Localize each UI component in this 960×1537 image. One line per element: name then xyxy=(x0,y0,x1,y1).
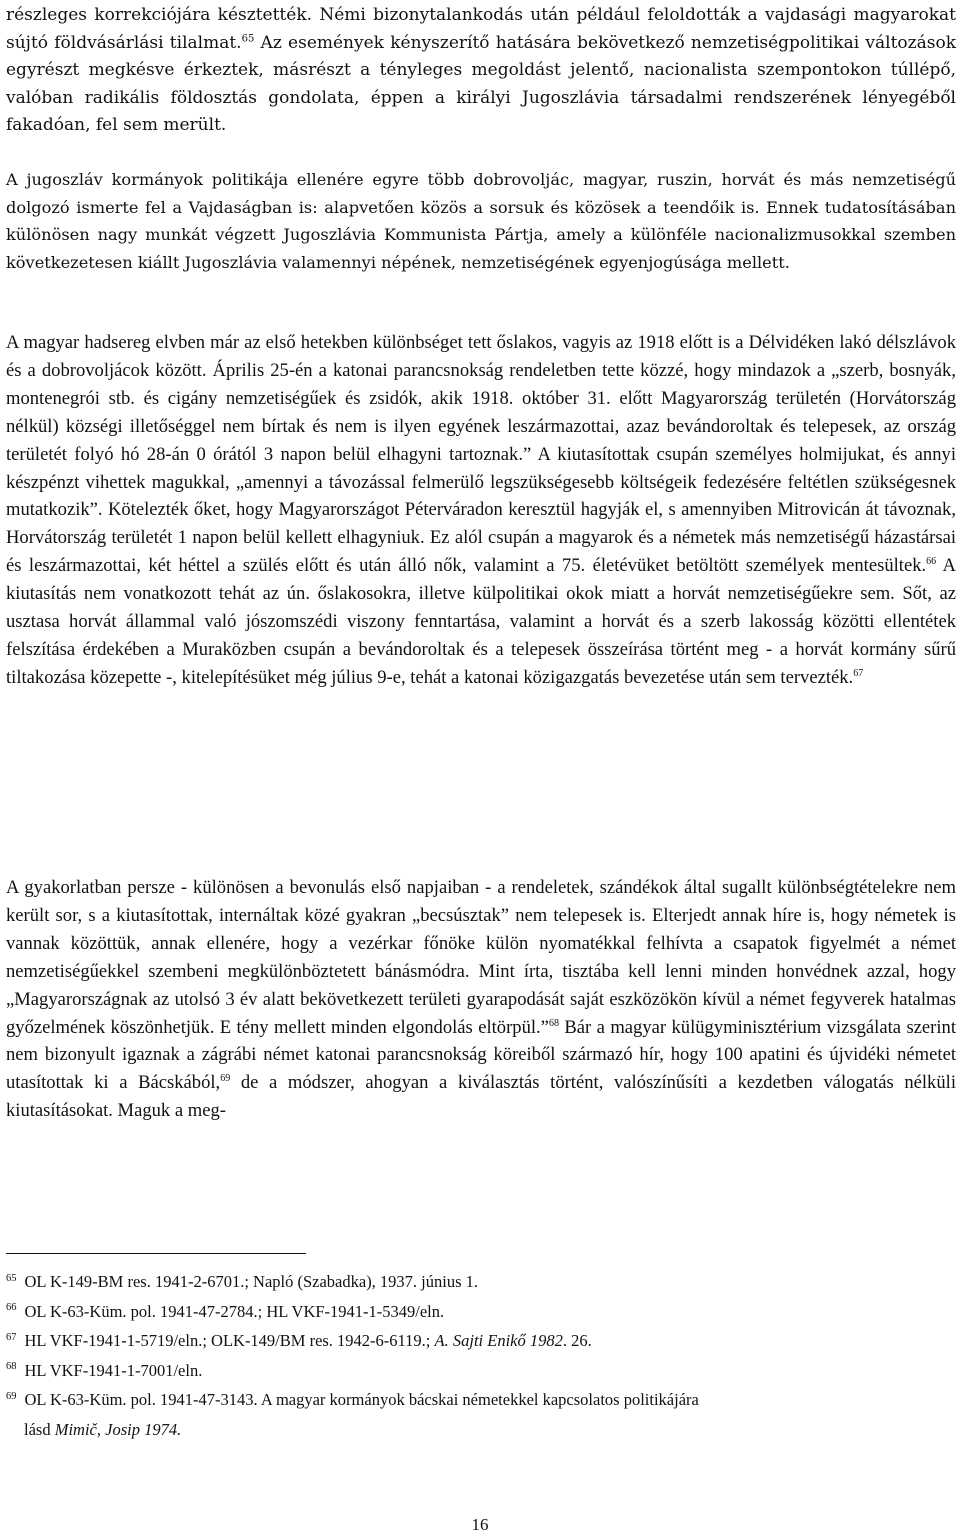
paragraph xyxy=(6,874,956,1125)
footnote-number: 65 xyxy=(6,1272,17,1284)
footnote xyxy=(6,1326,956,1356)
footnote-separator xyxy=(6,1253,306,1254)
footnote xyxy=(6,1385,956,1444)
body-text xyxy=(6,166,956,286)
footnote xyxy=(6,1356,956,1386)
footnote-text: OL K-63-Küm. pol. 1941-47-2784.; HL VKF-1941-1-5349/eln. xyxy=(24,1301,445,1321)
footnotes xyxy=(6,1267,956,1444)
footnote-number: 66 xyxy=(6,1302,17,1313)
footnote-text: lásd xyxy=(24,1419,55,1439)
footnote xyxy=(6,1267,956,1297)
footnote-reference: 65 xyxy=(241,32,255,44)
paragraph xyxy=(6,166,956,276)
footnote-reference: 66 xyxy=(926,556,937,568)
footnote-author: Mimič, Josip 1974. xyxy=(54,1419,182,1439)
paragraph-text: A gyakorlatban persze - különösen a bevonulás első napjaiban - a rendeletek, szándékok által sugallt különbségtételekre nem került sor, s a kiutasítottak, internáltak közé gyakran „becsúsztak” nem telepesek is. Elterjedt annak híre is, hogy németek is vannak közöttük, annak ellenére, hogy a vezérkar főnöke külön nyomatékkal felhívta a csapatok figyelmét a német nemzetiségűekkel szembeni megkülönböztetett bánásmódra. Mint írta, tisztába kell lenni minden honvédnek azzal, hogy „Magyarországnak az utolsó 3 év alatt bekövetkezett területi gyarapodását saját eszközökön kívül a német fegyverek hatalmas győzelmének köszönhetjük. E tény mellett minden elgondolás eltörpül.” xyxy=(6,877,956,1038)
paragraph-text: A jugoszláv kormányok politikája ellenére egyre több dobrovoljác, magyar, ruszin, horvát és más nemzetiségű dolgozó ismerte fel a Vajdaságban is: alapvetően közös a sorsuk és közösek a teendőik is. Ennek tudatosításában különösen nagy munkát végzett Jugoszlávia Kommunista Pártja, amely a különféle nacionalizmusokkal szemben következetesen kiállt Jugoszlávia valamennyi népének, nemzetiségének egyenjogúsága mellett. xyxy=(6,170,956,272)
footnote-number: 69 xyxy=(6,1390,17,1402)
footnote-reference: 69 xyxy=(220,1073,231,1085)
page-number: 16 xyxy=(471,1515,489,1534)
footnote-number: 68 xyxy=(6,1361,17,1372)
footnote xyxy=(6,1297,956,1327)
paragraph-text: A kiutasítás nem vonatkozott tehát az ún. őslakosokra, illetve külpolitikai okok miatt a horvát nemzetiségűekre sem. Sőt, az usztasa horvát állammal való jószomszédi viszony fenntartása, valamint a horvát és a szerb lakosság közötti ellentétek felszítása érdekében a Muraközben csupán a bevándoroltak és a telepesek összeírása történt meg - a horvát kormány sűrű tiltakozása közepette -, kitelepítésüket még július 9-e, tehát a katonai közigazgatás bevezetése után sem tervezték. xyxy=(6,555,956,688)
paragraph xyxy=(6,329,956,692)
body-text xyxy=(6,2,956,150)
footnote-number: 67 xyxy=(6,1331,17,1343)
body-text xyxy=(6,329,956,702)
paragraph-text: részleges korrekciójára késztették. Némi bizonytalankodás után például feloldották a vajdasági magyarokat sújtó földvásárlási tilalmat. xyxy=(6,5,956,53)
paragraph-text: Az események kényszerítő hatására bekövetkező nemzetiségpolitikai változások egyrészt megkésve érkeztek, másrészt a tényleges megoldást jelentő, nacionalista szempontokon túllépő, valóban radikális földosztás gondolata, éppen a királyi Jugoszlávia társadalmi rendszerének lényegéből fakadóan, fel sem merült. xyxy=(6,32,956,135)
footnote-text: OL K-149-BM res. 1941-2-6701.; Napló (Szabadka), 1937. június 1. xyxy=(24,1272,479,1291)
footnote-reference: 68 xyxy=(548,1017,559,1029)
footnote-text: . 26. xyxy=(562,1331,592,1350)
footnote-text: HL VKF-1941-1-7001/eln. xyxy=(24,1360,203,1380)
paragraph-text: Bár a magyar külügyminisztérium vizsgálata szerint nem bizonyult igaznak a zágrábi német katonai parancsnokság köreiből származó hír, hogy 100 apatini és újvidéki németet utasítottak ki a Bácskából, xyxy=(6,1016,957,1094)
footnote-text: OL K-63-Küm. pol. 1941-47-3143. A magyar kormányok bácskai németekkel kapcsolatos politikájára xyxy=(24,1390,699,1409)
paragraph-text: A magyar hadsereg elvben már az első hetekben különbséget tett őslakos, vagyis az 1918 előtt is a Délvidéken lakó délszlávok és a dobrovoljácok között. Április 25-én a katonai parancsnokság rendeletben tette közzé, hogy mindazok a „szerb, bosnyák, montenegrói stb. és cigány nemzetiségűek és zsidók, akik 1918. október 31. előtt Magyarország területén (Horvátország nélkül) községi illetőséggel nem bírtak és nem is ilyen egyének leszármazottai, azaz bevándoroltak és telepesek, az ország területét folyó hó 28-án 0 órától 3 napon belül elhagyni tartoznak.” A kiutasítottak csupán személyes holmijukat, és annyi készpénzt vihettek magukkal, „amennyi a távozással felmerülő legszükségesebb költségeik fedezésére feltétlen szükségesnek mutatkozik”. Kötelezték őket, hogy Magyarországot Péterváradon keresztül hagyják el, s amennyiben Mitrovicán át távoznak, Horvátország területét 1 napon belül kellett elhagyniuk. Ez alól csupán a magyarok és a németek más nemzetiségű házastársai és leszármazottai, két héttel a szülés előtt és után álló nők, valamint a 75. életévüket betöltött személyek mentesültek. xyxy=(6,332,956,577)
paragraph-text: de a módszer, ahogyan a kiválasztás történt, valószínűsíti a kezdetben válogatás nélküli kiutasításokat. Maguk a meg- xyxy=(6,1072,956,1122)
footnote-text: HL VKF-1941-1-5719/eln.; OLK-149/BM res. 1942-6-6119.; xyxy=(24,1331,435,1350)
body-text xyxy=(6,874,956,1135)
footnote-author: A. Sajti Enikő 1982 xyxy=(434,1331,563,1350)
footnote-reference: 67 xyxy=(853,667,864,679)
paragraph xyxy=(6,2,956,140)
